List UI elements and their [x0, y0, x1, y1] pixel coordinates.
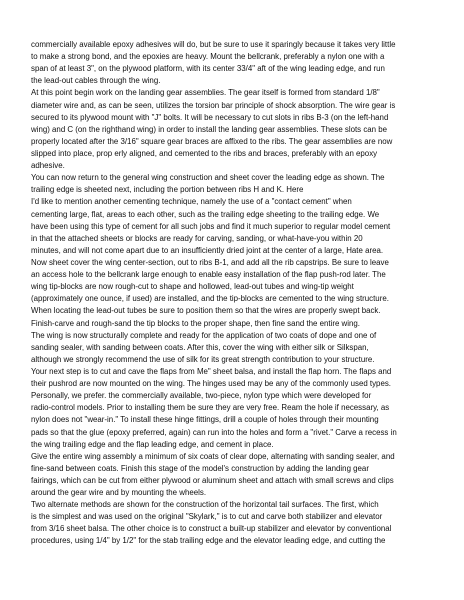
text-line: At this point begin work on the landing gear assemblies. The gear itself is formed from standard 1/8": [31, 88, 380, 98]
text-line: their pushrod are now mounted on the wing. The hinges used may be any of the commonly used types.: [31, 379, 391, 389]
text-line: Personally, we prefer. the commercially available, two-piece, nylon type which were developed for: [31, 391, 372, 401]
text-line: Now sheet cover the wing center-section, out to ribs B-1, and add all the rib capstrips. Be sure to leave: [31, 257, 389, 267]
text-line: properly located after the 3/16" square gear braces are affixed to the ribs. The gear assemblies are now: [31, 136, 393, 146]
text-line: span of at least 3", on the plywood platform, with its center 33/4" aft of the wing leading edge, and run: [31, 64, 385, 74]
text-line: Finish-carve and rough-sand the tip blocks to the proper shape, then fine sand the entire wing.: [31, 318, 360, 328]
text-line: nylon does not "wear-in." To install these hinge fittings, drill a couple of holes through their mounting: [31, 415, 379, 425]
text-line: although we strongly recommend the use of silk for its great strength contribution to your structure.: [31, 354, 375, 364]
text-line: I'd like to mention another cementing technique, namely the use of a "contact cement" when: [31, 197, 352, 207]
text-line: radio-control models. Prior to installing them be sure they are very free. Ream the hole if necessary, as: [31, 403, 390, 413]
text-line: When locating the lead-out tubes be sure to position them so that the wires are properly swept back.: [31, 306, 381, 316]
text-line: commercially available epoxy adhesives will do, but be sure to use it sparingly because it takes very little: [31, 40, 396, 49]
text-line: in that the attached sheets or blocks are ready for carving, sanding, or what-have-you within 20: [31, 233, 363, 243]
text-line: Your next step is to cut and cave the flaps from Me" sheet balsa, and install the flap horn. The flaps and: [31, 366, 392, 376]
text-line: around the gear wire and by mounting the wheels.: [31, 488, 207, 498]
text-line: trailing edge is sheeted next, including the portion between ribs H and K. Here: [31, 185, 304, 195]
text-line: adhesive.: [31, 161, 65, 171]
text-line: sanding sealer, with sanding between coats. After this, cover the wing with either silk or Silkspan,: [31, 342, 369, 352]
text-line: to make a strong bond, and the epoxies are heavy. Mount the bellcrank, preferably a nylon one with a: [31, 52, 385, 62]
text-line: fairings, which can be cut from either plywood or aluminum sheet and attach with small screws and clips: [31, 475, 394, 485]
text-line: the wing trailing edge and the flap leading edge, and cement in place.: [31, 439, 274, 449]
text-line: secured to its plywood mount with "J" bolts. It will be necessary to cut slots in ribs B-3 (on the left-hand: [31, 112, 389, 122]
text-line: Give the entire wing assembly a minimum of six coats of clear dope, alternating with sanding sealer, and: [31, 451, 395, 461]
text-line: cementing large, flat, areas to each other, such as the trailing edge sheeting to the trailing edge. We: [31, 209, 380, 219]
text-line: wing tip-blocks are now rough-cut to shape and hollowed, lead-out tubes and wing-tip weight: [31, 282, 354, 292]
text-line: have been using this type of cement for all such jobs and find it much superior to regular model cement: [31, 221, 391, 231]
body-text: [31, 39, 445, 548]
text-line: procedures, using 1/4" by 1/2" for the stab trailing edge and the elevator leading edge, and cutting the: [31, 536, 386, 546]
text-line: fine-sand between coats. Finish this stage of the model's construction by adding the landing gear: [31, 463, 369, 473]
text-line: an access hole to the bellcrank large enough to enable easy installation of the flap push-rod later. The: [31, 270, 386, 280]
text-line: pads so that the glue (epoxy preferred, again) can run into the holes and form a "rivet." Carve a recess in: [31, 427, 397, 437]
text-line: from 3/16 sheet balsa. The other choice is to construct a built-up stabilizer and elevator by conventional: [31, 524, 392, 534]
text-line: Two alternate methods are shown for the construction of the horizontal tail surfaces. The first, which: [31, 500, 379, 510]
text-line: diameter wire and, as can be seen, utilizes the torsion bar principle of shock absorption. The wire gear is: [31, 100, 396, 110]
text-line: slipped into place, prop erly aligned, and cemented to the ribs and braces, preferably with an epoxy: [31, 148, 378, 158]
text-line: (approximately one ounce, if used) are installed, and the tip-blocks are cemented to the wing structure.: [31, 294, 389, 304]
text-line: You can now return to the general wing construction and sheet cover the leading edge as shown. The: [31, 173, 385, 183]
text-line: minutes, and will not come apart due to an insufficiently dried joint at the center of a large, Hate area.: [31, 245, 384, 255]
text-line: The wing is now structurally complete and ready for the application of two coats of dope and one of: [31, 330, 377, 340]
text-line: the lead-out cables through the wing.: [31, 76, 161, 86]
text-line: wing) and C (on the righthand wing) in order to install the landing gear assemblies. These slots can be: [31, 124, 388, 134]
text-line: is the simplest and was used on the original "Skylark," is to cut and carve both stabilizer and elevator: [31, 512, 383, 522]
